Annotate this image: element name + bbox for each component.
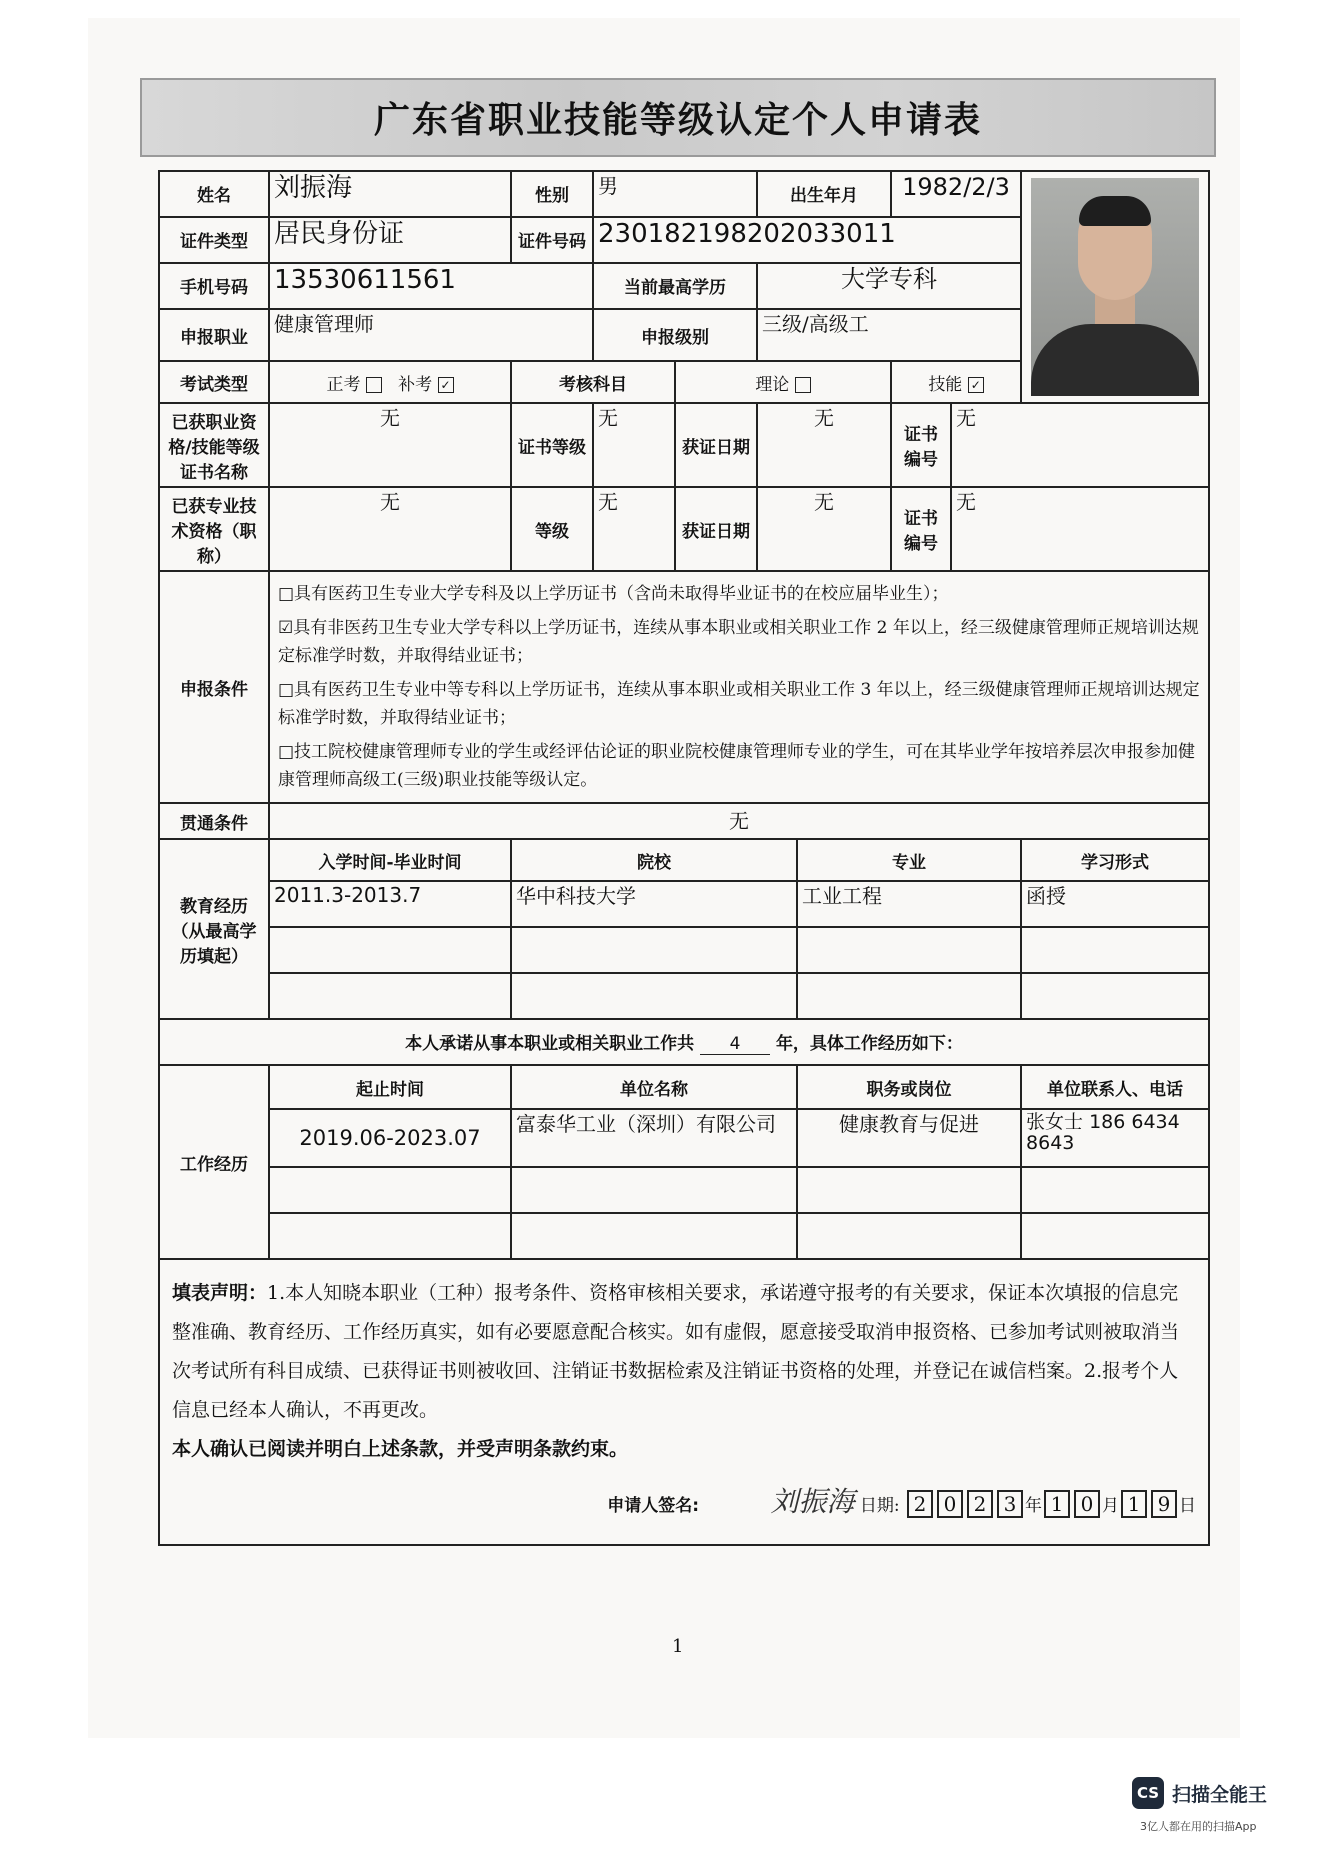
title-cert-grade-value: 无 bbox=[593, 487, 675, 571]
sign-row bbox=[172, 1473, 1196, 1530]
month-unit: 月 bbox=[1102, 1496, 1120, 1517]
normal-exam-text: 正考 bbox=[326, 374, 361, 395]
occ-value: 健康管理师 bbox=[269, 309, 593, 361]
brand-tagline: 3亿人都在用的扫描App bbox=[1140, 1820, 1257, 1833]
makeup-exam-text: 补考 bbox=[398, 374, 433, 395]
table-row bbox=[159, 1109, 1209, 1167]
cert-grade-label: 证书等级 bbox=[511, 403, 593, 487]
cert-grade-value: 无 bbox=[593, 403, 675, 487]
phone-value: 13530611561 bbox=[269, 263, 593, 309]
conditions-label: 申报条件 bbox=[159, 571, 269, 803]
edu-form: 函授 bbox=[1021, 881, 1209, 927]
work-promise bbox=[159, 1019, 1209, 1065]
cert-no-label: 证书编号 bbox=[891, 403, 951, 487]
declaration-text bbox=[172, 1274, 1196, 1430]
theory-checkbox[interactable] bbox=[795, 377, 811, 393]
date-digit-box: 1 bbox=[1044, 1490, 1070, 1518]
title-cert-no-label: 证书编号 bbox=[891, 487, 951, 571]
idtype-value: 居民身份证 bbox=[269, 217, 511, 263]
work-period: 2019.06-2023.07 bbox=[269, 1109, 511, 1167]
education-header-row bbox=[159, 839, 1209, 881]
date-digit-box: 2 bbox=[907, 1490, 933, 1518]
edu-period: 2011.3-2013.7 bbox=[269, 881, 511, 927]
edu-major: 工业工程 bbox=[797, 881, 1021, 927]
row-work-promise bbox=[159, 1019, 1209, 1065]
photo-cell bbox=[1021, 171, 1209, 403]
table-row-empty bbox=[159, 1213, 1209, 1259]
edu-header-major: 专业 bbox=[797, 839, 1021, 881]
gender-value: 男 bbox=[593, 171, 757, 217]
condition-item: □具有医药卫生专业大学专科及以上学历证书（含尚未取得毕业证书的在校应届毕业生）； bbox=[278, 584, 949, 604]
row-declaration bbox=[159, 1259, 1209, 1545]
normal-exam-checkbox[interactable] bbox=[366, 377, 382, 393]
through-value: 无 bbox=[269, 803, 1209, 839]
declaration-lead: 填表声明： bbox=[172, 1282, 268, 1305]
cert-name-value: 无 bbox=[269, 403, 511, 487]
through-label: 贯通条件 bbox=[159, 803, 269, 839]
declaration-body: 1.本人知晓本职业（工种）报考条件、资格审核相关要求，承诺遵守报考的有关要求，保证本次填报的信息完整准确、教育经历、工作经历真实，如有必要愿意配合核实。如有虚假，愿意接受取消申报资格、已参加考试则被取消当次考试所有科目成绩、已获得证书则被收回、注销证书数据检索及注销证书资格的处理，并登记在诚信档案。2.报考个人信息已经本人确认，不再更改。 bbox=[172, 1282, 1180, 1422]
day-unit: 日 bbox=[1179, 1496, 1197, 1517]
work-promise-prefix: 本人承诺从事本职业或相关职业工作共 bbox=[405, 1034, 695, 1055]
work-label: 工作经历 bbox=[159, 1065, 269, 1259]
row-conditions bbox=[159, 571, 1209, 803]
edu-header-school: 院校 bbox=[511, 839, 797, 881]
date-digit-box: 3 bbox=[997, 1490, 1023, 1518]
name-value: 刘振海 bbox=[269, 171, 511, 217]
page-number: 1 bbox=[672, 1636, 684, 1657]
title-cert-date-label: 获证日期 bbox=[675, 487, 757, 571]
form-title-bar bbox=[140, 78, 1216, 157]
edu-school: 华中科技大学 bbox=[511, 881, 797, 927]
work-header-position: 职务或岗位 bbox=[797, 1065, 1021, 1109]
work-position: 健康教育与促进 bbox=[797, 1109, 1021, 1167]
date-digit-box: 9 bbox=[1151, 1490, 1177, 1518]
condition-item: □具有医药卫生专业中等专科以上学历证书，连续从事本职业或相关职业工作 3 年以上，经三级健康管理师正规培训达规定标准学时数，并取得结业证书； bbox=[278, 680, 1200, 729]
row-basic-info bbox=[159, 171, 1209, 217]
title-cert-label: 已获专业技术资格（职称） bbox=[159, 487, 269, 571]
edu-label: 当前最高学历 bbox=[593, 263, 757, 309]
occ-label: 申报职业 bbox=[159, 309, 269, 361]
edu-header-period: 入学时间-毕业时间 bbox=[269, 839, 511, 881]
cert-label: 已获职业资格/技能等级证书名称 bbox=[159, 403, 269, 487]
work-header-period: 起止时间 bbox=[269, 1065, 511, 1109]
declaration bbox=[159, 1259, 1209, 1545]
form-title: 广东省职业技能等级认定个人申请表 bbox=[373, 99, 982, 141]
sign-label: 申请人签名: bbox=[607, 1496, 700, 1517]
row-cert bbox=[159, 403, 1209, 487]
title-cert-grade-label: 等级 bbox=[511, 487, 593, 571]
cert-no-value: 无 bbox=[951, 403, 1209, 487]
date-digit-box: 0 bbox=[1074, 1490, 1100, 1518]
edu-value: 大学专科 bbox=[757, 263, 1021, 309]
condition-item: □技工院校健康管理师专业的学生或经评估论证的职业院校健康管理师专业的学生，可在其毕业学年按培养层次申报参加健康管理师高级工(三级)职业技能等级认定。 bbox=[278, 742, 1196, 791]
exam-label: 考试类型 bbox=[159, 361, 269, 403]
work-header-row bbox=[159, 1065, 1209, 1109]
work-years: 4 bbox=[700, 1034, 770, 1055]
table-row bbox=[159, 881, 1209, 927]
theory-option bbox=[675, 361, 891, 403]
birth-label: 出生年月 bbox=[757, 171, 891, 217]
title-cert-name-value: 无 bbox=[269, 487, 511, 571]
work-company: 富泰华工业（深圳）有限公司 bbox=[511, 1109, 797, 1167]
conditions-list bbox=[269, 571, 1209, 803]
work-header-contact: 单位联系人、电话 bbox=[1021, 1065, 1209, 1109]
work-header-company: 单位名称 bbox=[511, 1065, 797, 1109]
exam-type-options bbox=[269, 361, 511, 403]
name-label: 姓名 bbox=[159, 171, 269, 217]
applicant-photo bbox=[1031, 178, 1199, 396]
makeup-exam-checkbox-checked[interactable]: ✓ bbox=[438, 377, 454, 393]
title-cert-no-value: 无 bbox=[951, 487, 1209, 571]
edu-header-form: 学习形式 bbox=[1021, 839, 1209, 881]
birth-value: 1982/2/3 bbox=[891, 171, 1021, 217]
scanner-brand bbox=[1132, 1777, 1267, 1809]
row-title-cert bbox=[159, 487, 1209, 571]
table-row-empty bbox=[159, 927, 1209, 973]
application-form bbox=[158, 170, 1210, 1546]
date-digit-box: 1 bbox=[1121, 1490, 1147, 1518]
row-through bbox=[159, 803, 1209, 839]
applicant-signature: 刘振海 bbox=[770, 1485, 855, 1519]
level-value: 三级/高级工 bbox=[757, 309, 1021, 361]
education-label: 教育经历（从最高学历填起） bbox=[159, 839, 269, 1019]
cert-date-label: 获证日期 bbox=[675, 403, 757, 487]
phone-label: 手机号码 bbox=[159, 263, 269, 309]
camscanner-logo-icon: CS bbox=[1132, 1777, 1164, 1809]
work-promise-suffix: 年，具体工作经历如下： bbox=[775, 1034, 963, 1055]
work-contact: 张女士 186 6434 8643 bbox=[1021, 1109, 1209, 1167]
gender-label: 性别 bbox=[511, 171, 593, 217]
level-label: 申报级别 bbox=[593, 309, 757, 361]
declaration-confirm: 本人确认已阅读并明白上述条款，并受声明条款约束。 bbox=[172, 1438, 629, 1461]
idtype-label: 证件类型 bbox=[159, 217, 269, 263]
condition-item-checked: ☑具有非医药卫生专业大学专科以上学历证书，连续从事本职业或相关职业工作 2 年以上，经三级健康管理师正规培训达规定标准学时数，并取得结业证书； bbox=[278, 618, 1199, 667]
theory-text: 理论 bbox=[755, 374, 790, 395]
date-digit-box: 2 bbox=[967, 1490, 993, 1518]
cert-date-value: 无 bbox=[757, 403, 891, 487]
year-unit: 年 bbox=[1025, 1496, 1043, 1517]
skill-text: 技能 bbox=[928, 374, 963, 395]
skill-option bbox=[891, 361, 1021, 403]
skill-checkbox-checked[interactable]: ✓ bbox=[968, 377, 984, 393]
date-label: 日期: bbox=[859, 1496, 900, 1517]
subject-label: 考核科目 bbox=[511, 361, 675, 403]
idno-value: 230182198202033011 bbox=[593, 217, 1021, 263]
table-row-empty bbox=[159, 973, 1209, 1019]
idno-label: 证件号码 bbox=[511, 217, 593, 263]
brand-name: 扫描全能王 bbox=[1172, 1783, 1268, 1806]
table-row-empty bbox=[159, 1167, 1209, 1213]
date-digit-box: 0 bbox=[937, 1490, 963, 1518]
title-cert-date-value: 无 bbox=[757, 487, 891, 571]
